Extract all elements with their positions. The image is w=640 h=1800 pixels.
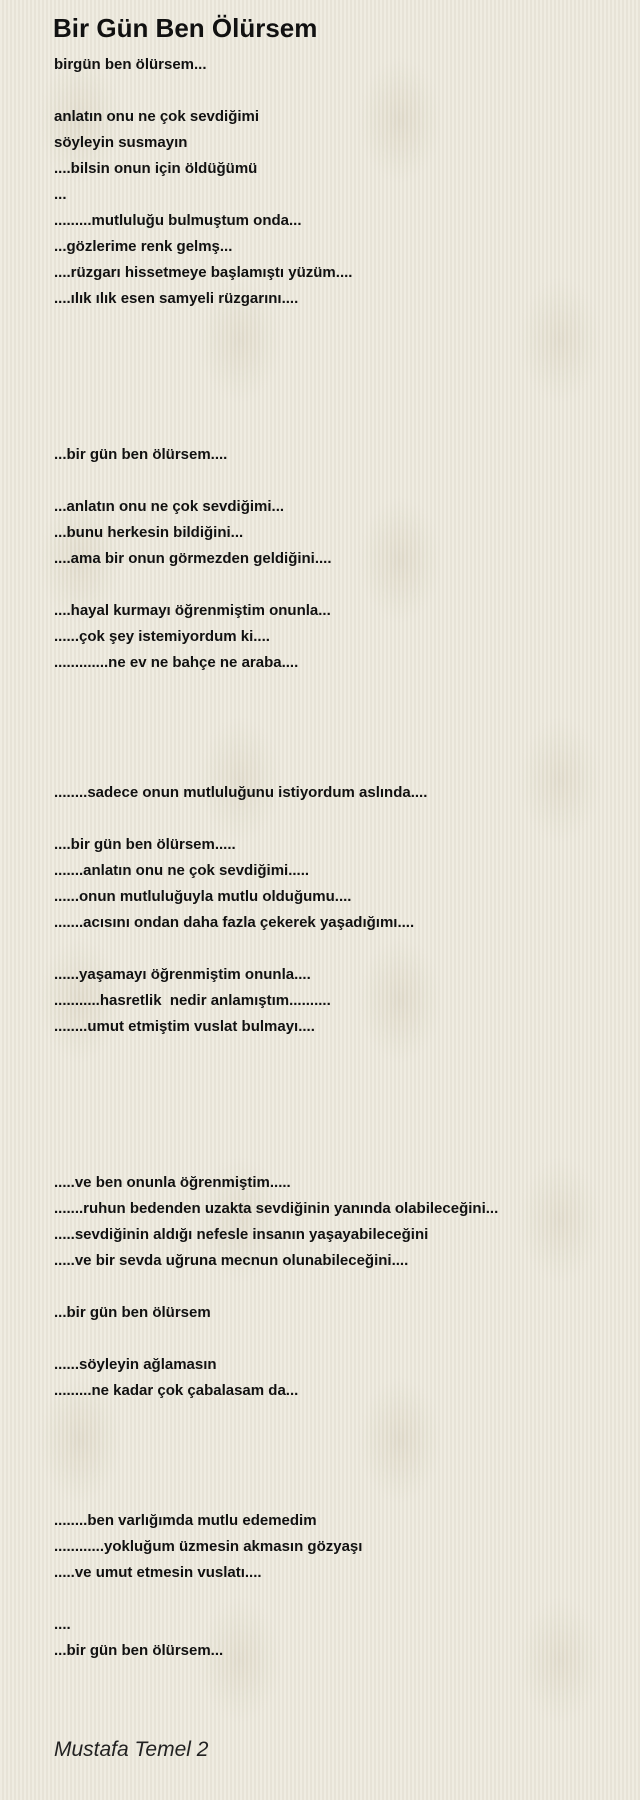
poem-line (54, 1144, 620, 1170)
poem-line: ...bir gün ben ölürsem.... (54, 446, 228, 463)
poem-line: .....ve bir sevda uğruna mecnun olunabileceğini.... (54, 1252, 409, 1269)
poem-line (54, 312, 620, 338)
poem-line: söyleyin susmayın (54, 134, 188, 151)
poem-line: .......acısını ondan daha fazla çekerek yaşadığımı.... (54, 914, 415, 931)
poem-line: ......onun mutluluğuyla mutlu olduğumu.... (54, 888, 352, 905)
poem-line: ...........hasretlik nedir anlamıştım.......... (54, 992, 331, 1009)
poem-line (54, 1430, 620, 1456)
poem-line (54, 1066, 620, 1092)
poem-author[interactable]: Mustafa Temel 2 (54, 1738, 209, 1761)
poem-line: ....hayal kurmayı öğrenmiştim onunla... (54, 602, 331, 619)
poem-line (54, 1586, 620, 1612)
poem-line (54, 1092, 620, 1118)
poem-line: .... (54, 1616, 71, 1633)
poem-line: .....sevdiğinin aldığı nefesle insanın yaşayabileceğini (54, 1226, 429, 1243)
poem-line: ......çok şey istemiyordum ki.... (54, 628, 270, 645)
poem-line: ........umut etmiştim vuslat bulmayı.... (54, 1018, 315, 1035)
poem-line: ...bunu herkesin bildiğini... (54, 524, 244, 541)
poem-line (54, 390, 620, 416)
poem-line: ... (54, 186, 67, 203)
poem-line: birgün ben ölürsem... (54, 56, 207, 73)
poem-line: .............ne ev ne bahçe ne araba.... (54, 654, 299, 671)
poem-line (54, 364, 620, 390)
poem-line: ....rüzgarı hissetmeye başlamıştı yüzüm.... (54, 264, 353, 281)
poem-line (54, 806, 620, 832)
poem-line: ...anlatın onu ne çok sevdiğimi... (54, 498, 285, 515)
poem-line: ......yaşamayı öğrenmiştim onunla.... (54, 966, 311, 983)
poem-line (54, 1274, 620, 1300)
poem-line (54, 78, 620, 104)
poem-line: ........ben varlığımda mutlu edemedim (54, 1512, 317, 1529)
poem-line: ...bir gün ben ölürsem (54, 1304, 211, 1321)
poem-line (54, 572, 620, 598)
poem-line: ......söyleyin ağlamasın (54, 1356, 217, 1373)
poem-line: ............yokluğum üzmesin akmasın gözyaşı (54, 1538, 363, 1555)
poem-line (54, 1118, 620, 1144)
poem-line (54, 702, 620, 728)
poem-line (54, 676, 620, 702)
poem-line (54, 416, 620, 442)
poem-line (54, 754, 620, 780)
poem-line: .......ruhun bedenden uzakta sevdiğinin yanında olabileceğini... (54, 1200, 499, 1217)
poem-line (54, 936, 620, 962)
poem-line (54, 1040, 620, 1066)
poem-line: ...bir gün ben ölürsem... (54, 1642, 224, 1659)
poem-line: .........ne kadar çok çabalasam da... (54, 1382, 299, 1399)
poem-line (54, 468, 620, 494)
poem-line (54, 338, 620, 364)
poem-line (54, 1404, 620, 1430)
poem-line: ....ama bir onun görmezden geldiğini.... (54, 550, 332, 567)
poem-line: .....ve umut etmesin vuslatı.... (54, 1564, 262, 1581)
poem-line: ...gözlerime renk gelmş... (54, 238, 233, 255)
poem-line (54, 1456, 620, 1482)
poem-line: ....bir gün ben ölürsem..... (54, 836, 236, 853)
poem-line: .......anlatın onu ne çok sevdiğimi..... (54, 862, 310, 879)
poem-body (54, 52, 620, 1664)
poem-line: ....bilsin onun için öldüğümü (54, 160, 258, 177)
poem-line: .........mutluluğu bulmuştum onda... (54, 212, 302, 229)
poem-line (54, 728, 620, 754)
poem-line: anlatın onu ne çok sevdiğimi (54, 108, 260, 125)
poem-line: ........sadece onun mutluluğunu istiyordum aslında.... (54, 784, 428, 801)
poem-line: ....ılık ılık esen samyeli rüzgarını.... (54, 290, 299, 307)
poem-line: .....ve ben onunla öğrenmiştim..... (54, 1174, 291, 1191)
poem-line (54, 1482, 620, 1508)
poem-title: Bir Gün Ben Ölürsem (53, 13, 318, 43)
poem-line (54, 1326, 620, 1352)
